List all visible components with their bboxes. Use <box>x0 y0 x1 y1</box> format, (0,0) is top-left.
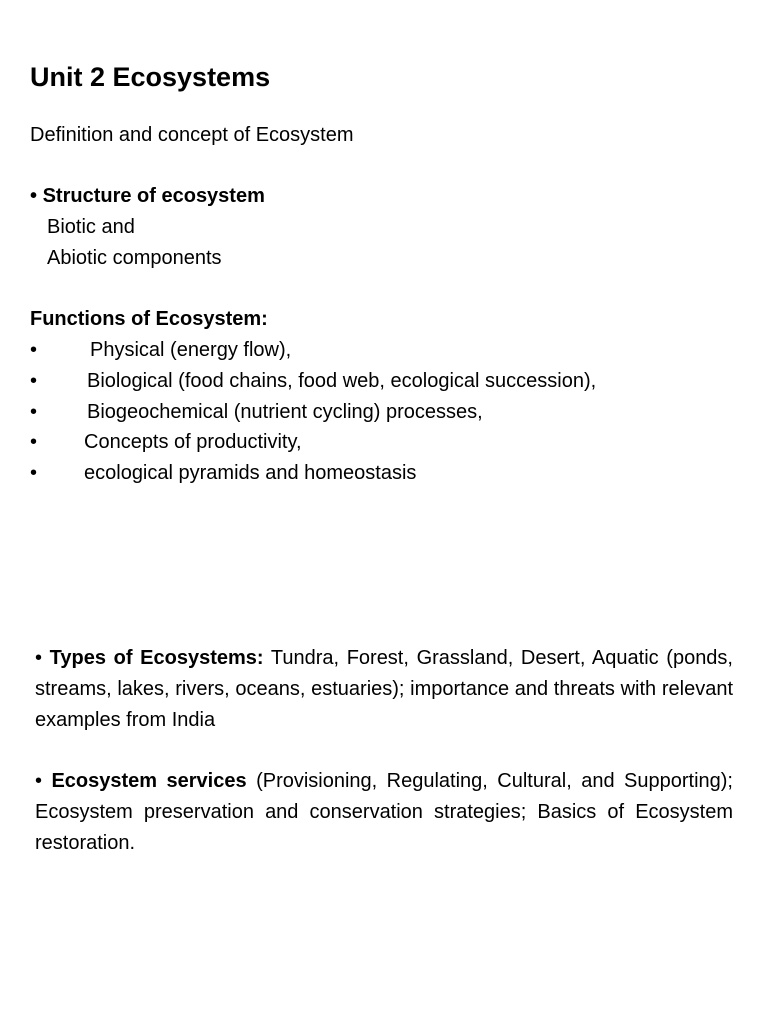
bullet-mark: • <box>30 339 38 361</box>
structure-heading-text: Structure of ecosystem <box>42 185 265 207</box>
functions-heading: Functions of Ecosystem: <box>30 308 268 330</box>
services-heading: Ecosystem services <box>51 770 247 792</box>
definition-line: Definition and concept of Ecosystem <box>30 124 354 146</box>
bullet-mark: • <box>30 431 38 453</box>
list-item-text: ecological pyramids and homeostasis <box>84 462 417 484</box>
types-heading: Types of Ecosystems: <box>49 647 264 669</box>
list-item-text: Biological (food chains, food web, ecological succession), <box>87 370 597 392</box>
bullet-mark: • <box>35 647 43 669</box>
list-item-text: Concepts of productivity, <box>84 431 302 453</box>
page-title: Unit 2 Ecosystems <box>30 62 271 92</box>
bullet-mark: • <box>30 370 38 392</box>
bullet-mark: • <box>30 401 38 423</box>
services-paragraph <box>35 766 733 859</box>
types-paragraph <box>35 643 733 736</box>
bullet-mark: • <box>30 462 38 484</box>
list-item-text: Physical (energy flow), <box>90 339 292 361</box>
bullet-mark: • <box>35 770 43 792</box>
slide-types-services <box>0 512 768 1024</box>
bullet-mark: • <box>30 185 38 207</box>
structure-heading <box>30 181 265 211</box>
list-item-text: Biogeochemical (nutrient cycling) processes, <box>87 401 483 423</box>
structure-line-abiotic: Abiotic components <box>47 247 222 269</box>
structure-line-biotic: Biotic and <box>47 216 135 238</box>
services-text: (Provisioning, Regulating, Cultural, and Supporting); Ecosystem preservation and conservation strategies; Basics of Ecosystem restoration. <box>35 770 733 854</box>
types-text: Tundra, Forest, Grassland, Desert, Aquatic (ponds, streams, lakes, rivers, oceans, estuaries); importance and threats with relevant examples from India <box>35 647 733 731</box>
